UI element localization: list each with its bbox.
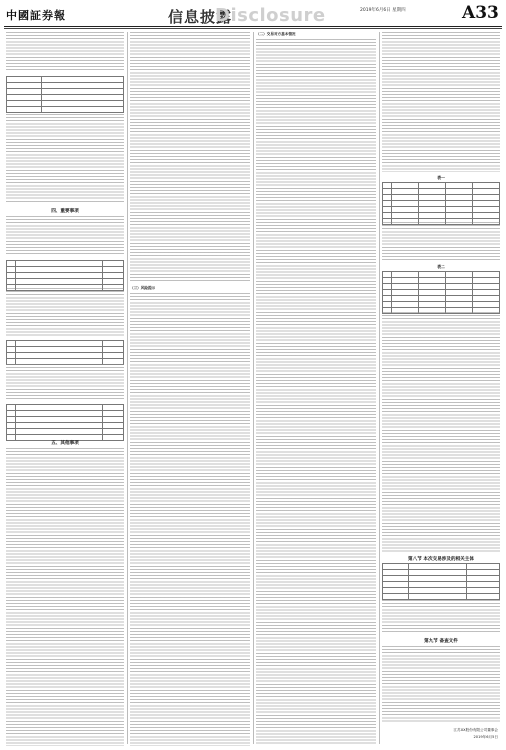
data-table [382,271,500,314]
column-1 [6,32,124,746]
paragraph-heading: （二）交易对方基本情况 [256,32,296,36]
table-title: 表一 [437,175,445,180]
table-title: 表二 [437,264,445,269]
body-text-block [382,600,500,634]
section-heading: 第九节 备查文件 [424,639,458,644]
newspaper-name: 中國証券報 [6,9,66,22]
section-heading: 第八节 本次交易涉及的相关主体 [408,557,474,562]
table-row [383,594,500,600]
body-text-block [6,216,124,256]
masthead [0,0,506,30]
section-heading: 五、其他事项 [51,441,79,446]
data-table [6,340,124,365]
data-table [6,260,124,291]
column-4 [382,32,500,746]
body-text-block [6,288,124,336]
table-row [7,107,124,113]
body-text-block [6,448,124,746]
info-table [6,76,124,113]
body-text-block [6,114,124,204]
body-text-block [6,32,124,72]
column-3 [256,32,376,746]
section-title: 信息披露 [168,8,233,26]
data-table [382,563,500,600]
body-text-block [130,293,250,746]
paragraph-heading: （三）风险提示 [130,286,156,290]
column-2 [130,32,250,746]
section-heading: 四、重要事项 [51,209,79,214]
body-text-block [382,312,500,552]
page-number: A33 [462,3,499,23]
company-signature: 江苏XX股份有限公司董事会 [453,728,498,732]
body-text-block [382,32,500,172]
section-title-en: Disclosure [215,5,326,26]
body-text-block [6,364,124,400]
issue-date: 2019年6月6日 星期四 [360,8,406,13]
data-table [6,404,124,441]
signature-date: 2019年6月5日 [473,735,498,739]
body-text-block [130,32,250,282]
body-text-block [256,39,376,746]
header-rule [4,26,502,27]
data-table [382,182,500,225]
body-text-block [382,222,500,262]
body-text-block [382,646,500,722]
